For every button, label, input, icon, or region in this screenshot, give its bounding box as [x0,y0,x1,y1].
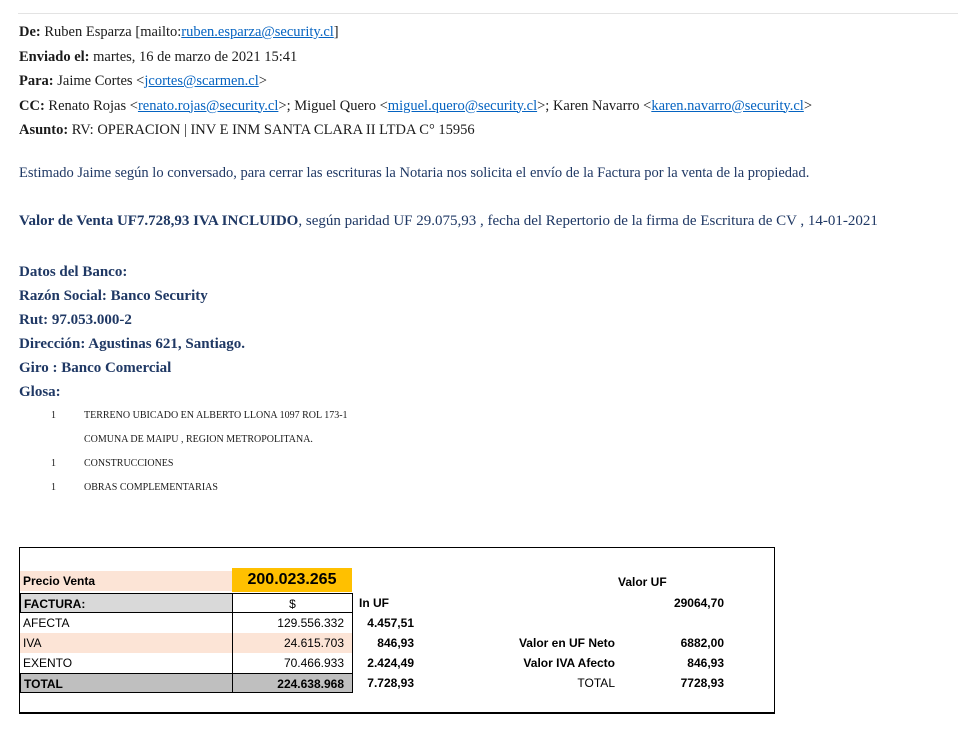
exento-value: 70.466.933 [232,653,353,673]
to-label: Para: [19,73,54,89]
cc-1-close: >; [278,97,295,114]
sent-value: martes, 16 de marzo de 2021 15:41 [93,48,298,65]
afecta-value: 129.556.332 [232,613,353,633]
sale-value-bold: Valor de Venta UF7.728,93 IVA INCLUIDO [19,213,299,229]
to-email-link[interactable]: jcortes@scarmen.cl [144,73,259,89]
subject-label: Asunto: [19,122,69,138]
sale-value-paragraph [19,213,878,230]
iva-label: IVA [20,633,232,653]
currency-header: $ [232,593,353,613]
cc-label: CC: [19,97,45,114]
from-row [19,20,812,45]
cc-1-name: Renato Rojas < [48,97,138,114]
iva-afecto-value: 846,93 [687,656,724,670]
to-name: Jaime Cortes < [57,73,145,89]
iva-uf: 846,93 [377,636,414,650]
iva-afecto-label: Valor IVA Afecto [523,656,615,670]
bank-title: Datos del Banco: [19,264,128,280]
total-uf: 7.728,93 [367,676,414,690]
valor-uf-label: Valor UF [618,575,667,589]
glosa-item-text: TERRENO UBICADO EN ALBERTO LLONA 1097 ROL 173-1 [84,410,348,421]
subject-value: RV: OPERACION | INV E INM SANTA CLARA II LTDA C° 15956 [71,122,475,138]
bank-rut: Rut: 97.053.000-2 [19,312,132,328]
cc-row [19,94,812,119]
greeting-paragraph: Estimado Jaime según lo conversado, para cerrar las escrituras la Notaria nos solicita el envío de la Factura por la venta de la propiedad. [19,165,810,181]
header-divider [18,13,958,14]
glosa-item-number: 1 [51,482,56,493]
precio-venta-label: Precio Venta [20,571,232,591]
from-close: ] [333,24,339,40]
afecta-label: AFECTA [23,616,70,630]
cc-2-name: Miguel Quero < [294,97,388,114]
from-email-link[interactable]: ruben.esparza@security.cl [181,24,334,40]
cc-2-close: >; [537,97,553,114]
total-uf-label: TOTAL [577,676,615,690]
cc-3-close: > [803,97,813,114]
sale-value-rest: , según paridad UF 29.075,93 , fecha del Repertorio de la firma de Escritura de CV , 14-01-2021 [298,213,878,229]
bank-direccion: Dirección: Agustinas 621, Santiago. [19,336,245,352]
to-close: > [258,73,267,89]
cc-1-email-link[interactable]: renato.rojas@security.cl [137,97,279,114]
valor-uf-value: 29064,70 [673,596,724,610]
total-value: 224.638.968 [232,673,353,693]
subject-row [19,118,812,143]
precio-venta-value: 200.023.265 [232,568,352,592]
glosa-item-text: CONSTRUCCIONES [84,458,174,469]
invoice-spreadsheet [19,547,775,714]
cc-3-name: Karen Navarro < [552,97,652,114]
from-name: Ruben Esparza [mailto: [44,24,182,40]
cc-3-email-link[interactable]: karen.navarro@security.cl [651,97,804,114]
iva-value: 24.615.703 [232,633,353,653]
factura-label: FACTURA: [20,593,233,613]
glosa-title: Glosa: [19,384,61,400]
email-header [19,20,812,143]
cc-2-email-link[interactable]: miguel.quero@security.cl [387,97,538,114]
bank-giro: Giro : Banco Comercial [19,360,172,376]
total-label: TOTAL [20,673,233,693]
exento-uf: 2.424,49 [367,656,414,670]
bank-razon-social: Razón Social: Banco Security [19,288,208,304]
bank-details [19,260,245,404]
glosa-item-text: COMUNA DE MAIPU , REGION METROPOLITANA. [84,434,313,445]
sent-row [19,45,812,70]
glosa-item-text: OBRAS COMPLEMENTARIAS [84,482,218,493]
exento-label: EXENTO [23,656,73,670]
neto-value: 6882,00 [680,636,724,650]
glosa-item-number: 1 [51,458,56,469]
neto-label: Valor en UF Neto [518,636,615,650]
afecta-uf: 4.457,51 [367,616,414,630]
in-uf-header: In UF [359,596,389,610]
sent-label: Enviado el: [19,48,90,65]
glosa-item-number: 1 [51,410,56,421]
total-uf-value: 7728,93 [680,676,724,690]
to-row [19,69,812,94]
from-label: De: [19,24,41,40]
